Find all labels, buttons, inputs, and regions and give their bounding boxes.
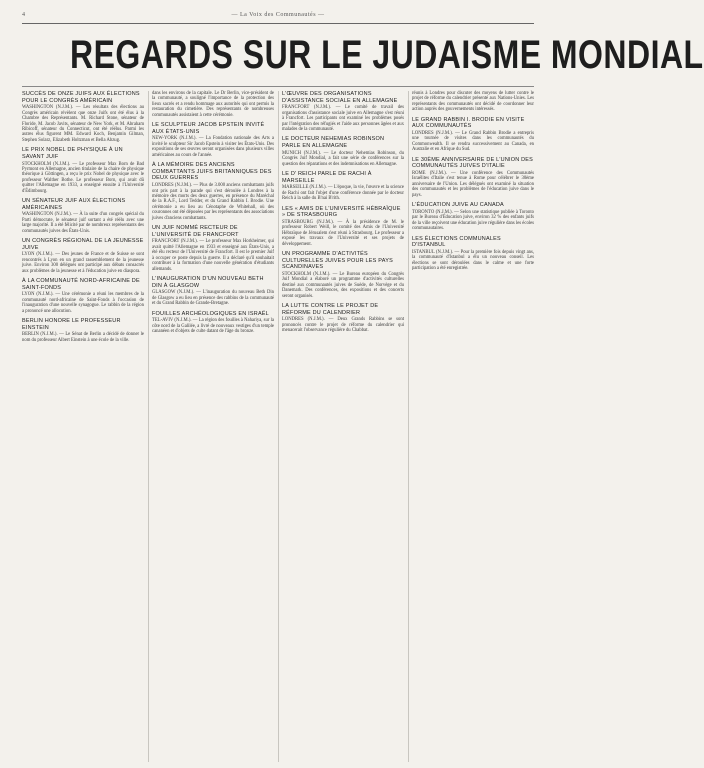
article (152, 91, 274, 118)
article-body: BERLIN (N.J.M.). — Le Sénat de Berlin a décidé de donner le nom du professeur Albert Einstein à une école de la ville. (22, 332, 144, 343)
article-heading: LE GRAND RABBIN I. BRODIE EN VISITE AUX COMMUNAUTÉS (412, 116, 525, 130)
article-body: ISTANBUL (N.J.M.). — Pour la première fois depuis vingt ans, la communauté d'Istanbul a élu un nouveau conseil. Les élections se sont déroulées dans le calme et une forte participation a été enregistrée. (412, 249, 534, 272)
article-body: LONDRES (N.J.M.). — Plus de 3.000 anciens combattants juifs ont pris part à la parade qui s'est déroulée à Londres à la mémoire des morts des deux guerres, en présence du Maréchal de la R.A.F., Lord Tedder, et du Grand Rabbin I. Brodie. Une cérémonie a eu lieu au Cénotaphe de Whitehall, où des couronnes ont été déposées par les représentants des associations juives d'anciens combattants. (152, 183, 274, 221)
article (22, 318, 144, 343)
article-body: ROME (N.J.M.). — Une conférence des Communautés Israélites d'Italie s'est tenue à Rome pour célébrer le 30ème anniversaire de l'Union. Les délégués ont examiné la situation des communautés et les problèmes de l'éducation juive dans le pays. (412, 171, 534, 198)
article (412, 157, 534, 198)
article-body: FRANCFORT (N.J.M.). — Le professeur Max Horkheimer, qui avait quitté l'Allemagne en 1933 et enseigné aux États-Unis, a été élu recteur de l'Université de Francfort. Il est le premier Juif à occuper ce poste depuis la guerre. Il a déclaré qu'il souhaitait contribuer à la formation d'une nouvelle génération d'étudiants allemands. (152, 239, 274, 272)
running-title: — La Voix des Communautés — (231, 12, 325, 18)
article-heading: LES ÉLECTIONS COMMUNALES D'ISTANBUL (412, 235, 501, 249)
article (282, 91, 404, 132)
article-heading: LES « AMIS DE L'UNIVERSITÉ HÉBRAÏQUE » DE STRASBOURG (282, 205, 401, 219)
article (412, 117, 534, 153)
header-rule (22, 23, 534, 24)
article (22, 278, 144, 314)
article-body: STRASBOURG (N.J.M.). — À la présidence de M. le professeur Robert Weill, le comité des Amis de l'Université Hébraïque de Jérusalem s'est réuni à Strasbourg. Le professeur a exposé les travaux de l'Université et ses projets de développement. (282, 219, 404, 247)
article (22, 238, 144, 274)
article-body: STOCKHOLM (N.J.M.). — Le professeur Max Born de Bad Pyrmont en Allemagne, ancien titulaire de la chaire de physique théorique à Göttingen, a reçu le prix Nobel de physique avec le professeur Walther Bothe. Le professeur Born, qui avait dû quitter l'Allemagne en 1933, a enseigné ensuite à l'Université d'Édimbourg. (22, 161, 144, 194)
article (282, 206, 404, 247)
article (282, 303, 404, 334)
article (282, 136, 404, 167)
article-body: TORONTO (N.J.M.). — Selon une statistique publiée à Toronto par le Bureau d'Éducation juive, environ 32 % des enfants juifs de la ville reçoivent une éducation juive régulière dans les écoles communautaires. (412, 209, 534, 232)
article-heading: À LA COMMUNAUTÉ NORD-AFRICAINE DE SAINT-FONDS (22, 278, 140, 291)
article-body: WASHINGTON (N.J.M.). — À la suite d'un congrès spécial du Parti démocrate, le sénateur juif sortant a été réélu avec une large majorité. Il a été félicité par de nombreux représentants des communautés juives des États-Unis. (22, 212, 144, 234)
article-heading: L'ŒUVRE DES ORGANISATIONS D'ASSISTANCE SOCIALE EN ALLEMAGNE (282, 91, 398, 104)
article-heading: À LA MÉMOIRE DES ANCIENS COMBATTANTS JUIFS BRITANNIQUES DES DEUX GUERRES (152, 162, 272, 182)
article-heading: LE PRIX NOBEL DE PHYSIQUE À UN SAVANT JUIF (22, 147, 123, 160)
article-heading: UN CONGRÈS RÉGIONAL DE LA JEUNESSE JUIVE (22, 238, 144, 251)
article-body: STOCKHOLM (N.J.M.). — Le Bureau européen du Congrès Juif Mondial a élaboré un programme d'activités culturelles destiné aux communautés juives de Suède, de Norvège et du Danemark. Des conférences, des expositions et des concerts seront organisés. (282, 271, 404, 299)
headline-rule (22, 86, 534, 87)
article (152, 162, 274, 221)
article-body: LONDRES (N.J.M.). — Deux Grands Rabbins se sont prononcés contre le projet de réforme du calendrier qui menacerait l'observance régulière du Chabbat. (282, 317, 404, 334)
column-3 (282, 91, 404, 762)
article (412, 236, 534, 272)
article-body: NEW-YORK (N.J.M.). — La Fondation nationale des Arts a invité le sculpteur Sir Jacob Epstein à visiter les États-Unis. Des expositions de ses œuvres seront organisées dans plusieurs villes américaines au cours de l'année. (152, 136, 274, 158)
article-body: TEL-AVIV (N.J.M.). — La région des fouilles à Nahariya, sur la côte nord de la Galilée, a livré de nouveaux vestiges d'un temple cananéen et d'objets de culte datant de l'âge du bronze. (152, 318, 274, 335)
article-heading: BERLIN HONORE LE PROFESSEUR EINSTEIN (22, 318, 121, 331)
article (412, 91, 534, 113)
article (152, 122, 274, 158)
article-body: LYON (N.J.M.). — Des jeunes de France et de Suisse se sont rencontrés à Lyon en un grand rassemblement de la jeunesse juive. Environ 300 délégués ont participé aux débats consacrés aux problèmes de la jeunesse et à l'éducation juive en diaspora. (22, 252, 144, 274)
article-body: WASHINGTON (N.J.M.). — Les résultats des élections au Congrès américain révèlent que onze Juifs ont été élus à la Chambre des Représentants. M. Richard Stone, sénateur de Floride, M. Jacob Javits, sénateur de New York, et M. Abraham Ribicoff, sénateur du Connecticut, ont été réélus. Parmi les autres élus figurent MM. Edward Koch, Benjamin Gilman, Stephen Solarz, Elizabeth Holtzman et Bella Abzug. (22, 105, 144, 143)
article-body: réunis à Londres pour discuter des moyens de lutter contre le projet de réforme du calendrier présenté aux Nations-Unies. Les représentants des communautés ont décidé de coordonner leur action auprès des gouvernements intéressés. (412, 91, 534, 113)
article-heading: LE DOCTEUR NEHEMIAS ROBINSON PARLE EN ALLEMAGNE (282, 136, 385, 150)
article (412, 202, 534, 231)
article-heading: LE D' REICH PARLE DE RACHI À MARSEILLE (282, 171, 372, 184)
column-1 (22, 91, 144, 762)
article-heading: LA LUTTE CONTRE LE PROJET DE RÉFORME DU CALENDRIER (282, 303, 379, 316)
article-heading: L'ÉDUCATION JUIVE AU CANADA (412, 202, 504, 209)
article (22, 198, 144, 234)
article-body: FRANCFORT (N.J.M.). — Le comité de travail des organisations d'assistance sociale juive en Allemagne s'est réuni à Francfort. Les participants ont examiné les problèmes posés par l'intégration des réfugiés et l'aide aux personnes âgées et aux malades de la communauté. (282, 105, 404, 132)
article-body: LYON (N.J.M.). — Une cérémonie a réuni les membres de la communauté nord-africaine de Saint-Fonds à l'occasion de l'inauguration d'une nouvelle synagogue. Le rabbin de la région a prononcé une allocution. (22, 292, 144, 314)
article-heading: LE SCULPTEUR JACOB EPSTEIN INVITÉ AUX ÉTATS-UNIS (152, 122, 265, 135)
page-header-line (22, 12, 534, 22)
column-4 (412, 91, 534, 762)
article-heading: FOUILLES ARCHÉOLOGIQUES EN ISRAËL (152, 310, 269, 317)
article (152, 311, 274, 335)
article-heading: UN JUIF NOMMÉ RECTEUR DE L'UNIVERSITÉ DE FRANCFORT (152, 225, 239, 238)
article-heading: L'INAUGURATION D'UN NOUVEAU BETH DIN À GLASGOW (152, 276, 264, 289)
article (152, 225, 274, 272)
article (22, 147, 144, 194)
article (282, 171, 404, 202)
article (152, 276, 274, 307)
article-body: GLASGOW (N.J.M.). — L'inauguration du nouveau Beth Din de Glasgow a eu lieu en présence des rabbins de la communauté et du Grand Rabbin de Grande-Bretagne. (152, 290, 274, 307)
article-body: MUNICH (N.J.M.). — Le docteur Nehemias Robinson, du Congrès Juif Mondial, a fait une série de conférences sur la question des réparations et des indemnisations en Allemagne. (282, 150, 404, 167)
article-body: LONDRES (N.J.M.). — Le Grand Rabbin Brodie a entrepris une tournée de visites dans les communautés du Commonwealth. Il se rendra successivement au Canada, en Australie et en Afrique du Sud. (412, 131, 534, 153)
page-headline: REGARDS SUR LE JUDAISME MONDIAL (70, 33, 704, 77)
article-body: MARSEILLE (N.J.M.). — L'époque, la vie, l'œuvre et la science de Rachi ont fait l'objet d'une conférence donnée par le docteur Reich à la salle du B'nai B'rith. (282, 185, 404, 202)
article-heading: LE 30ÈME ANNIVERSAIRE DE L'UNION DES COMMUNAUTÉS JUIVES D'ITALIE (412, 156, 534, 170)
article (282, 251, 404, 299)
article-heading: UN SÉNATEUR JUIF AUX ÉLECTIONS AMÉRICAINES (22, 198, 126, 211)
article (22, 91, 144, 143)
column-2 (152, 91, 274, 762)
page-number: 4 (22, 12, 25, 18)
article-body: dans les environs de la capitale. Le Dr Berlin, vice-président de la communauté, a souligné l'importance de la protection des lieux sacrés et a rendu hommage aux autorités qui ont permis la restauration du cimetière. Des représentants de nombreuses communautés assistaient à cette cérémonie. (152, 91, 274, 118)
article-heading: UN PROGRAMME D'ACTIVITÉS CULTURELLES JUIVES POUR LES PAYS SCANDINAVES (282, 251, 393, 271)
article-columns (22, 91, 534, 762)
article-heading: SUCCÈS DE ONZE JUIFS AUX ÉLECTIONS POUR LE CONGRÈS AMÉRICAIN (22, 91, 140, 104)
